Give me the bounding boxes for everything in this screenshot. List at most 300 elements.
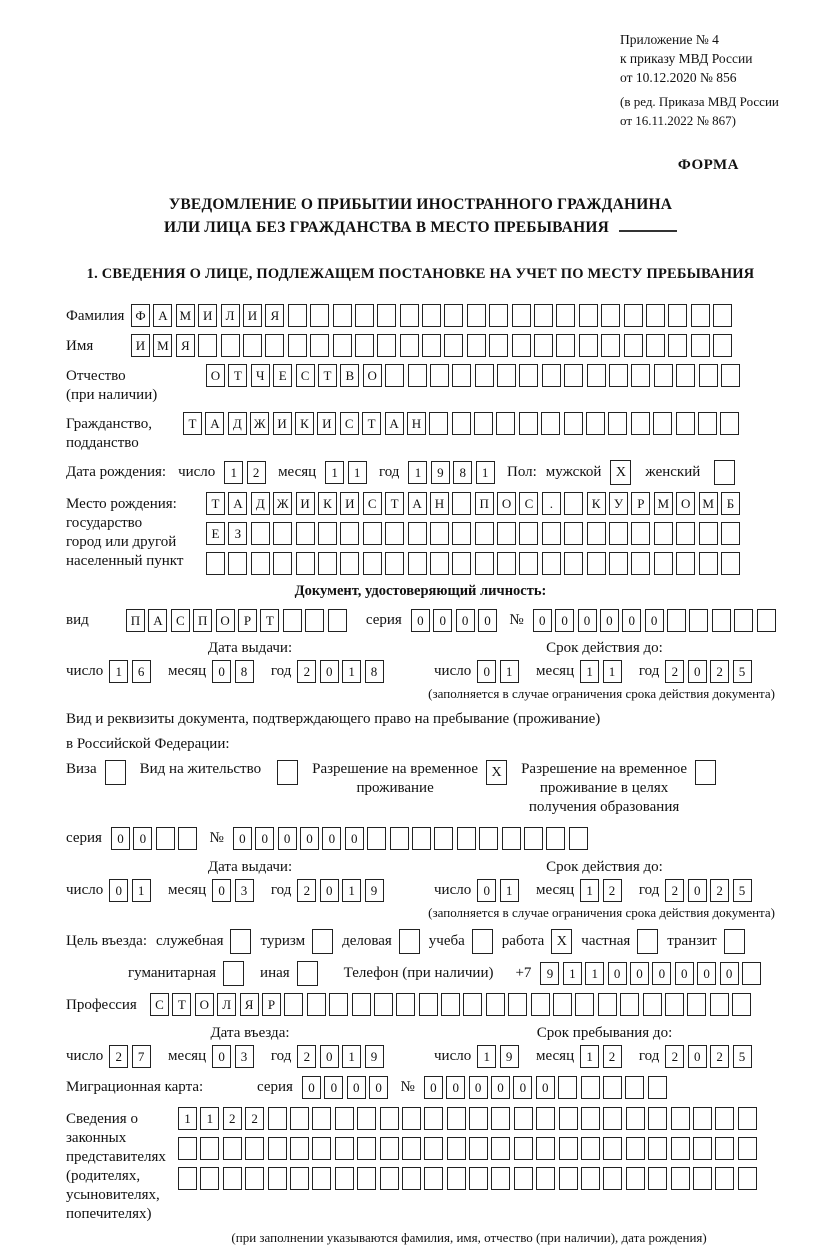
- char-cell[interactable]: [284, 993, 303, 1016]
- char-cell[interactable]: [693, 1107, 712, 1130]
- char-cell[interactable]: А: [385, 412, 404, 435]
- char-cell[interactable]: [575, 993, 594, 1016]
- char-cell[interactable]: 1: [224, 461, 243, 484]
- char-cell[interactable]: 0: [320, 660, 339, 683]
- char-cell[interactable]: 0: [212, 879, 231, 902]
- char-cell[interactable]: [475, 364, 494, 387]
- char-cell[interactable]: [514, 1167, 533, 1190]
- char-cell[interactable]: [556, 334, 575, 357]
- char-cell[interactable]: [223, 1167, 242, 1190]
- char-cell[interactable]: [310, 304, 329, 327]
- char-cell[interactable]: 0: [133, 827, 152, 850]
- char-cell[interactable]: 2: [710, 660, 729, 683]
- char-cell[interactable]: [524, 827, 543, 850]
- char-cell[interactable]: [430, 522, 449, 545]
- char-cell[interactable]: [467, 334, 486, 357]
- char-cell[interactable]: [671, 1137, 690, 1160]
- char-cell[interactable]: [519, 552, 538, 575]
- char-cell[interactable]: Т: [183, 412, 202, 435]
- char-cell[interactable]: 1: [500, 879, 519, 902]
- char-cell[interactable]: [296, 522, 315, 545]
- char-cell[interactable]: [519, 522, 538, 545]
- char-cell[interactable]: 0: [212, 660, 231, 683]
- char-cell[interactable]: 2: [603, 1045, 622, 1068]
- char-cell[interactable]: [340, 552, 359, 575]
- char-cell[interactable]: 0: [320, 879, 339, 902]
- purpose-commercial-checkbox[interactable]: [399, 929, 420, 954]
- char-cell[interactable]: 0: [233, 827, 252, 850]
- char-cell[interactable]: [603, 1076, 622, 1099]
- char-cell[interactable]: [587, 552, 606, 575]
- char-cell[interactable]: С: [363, 492, 382, 515]
- char-cell[interactable]: 1: [500, 660, 519, 683]
- char-cell[interactable]: [221, 334, 240, 357]
- char-cell[interactable]: [408, 552, 427, 575]
- char-cell[interactable]: [251, 522, 270, 545]
- char-cell[interactable]: [245, 1137, 264, 1160]
- rvp-checkbox[interactable]: X: [486, 760, 507, 785]
- char-cell[interactable]: [268, 1107, 287, 1130]
- char-cell[interactable]: [288, 304, 307, 327]
- char-cell[interactable]: Б: [721, 492, 740, 515]
- char-cell[interactable]: [290, 1167, 309, 1190]
- char-cell[interactable]: [422, 334, 441, 357]
- char-cell[interactable]: 2: [297, 660, 316, 683]
- char-cell[interactable]: [643, 993, 662, 1016]
- char-cell[interactable]: [693, 1167, 712, 1190]
- char-cell[interactable]: [452, 522, 471, 545]
- char-cell[interactable]: [380, 1137, 399, 1160]
- char-cell[interactable]: [457, 827, 476, 850]
- char-cell[interactable]: Т: [172, 993, 191, 1016]
- char-cell[interactable]: А: [148, 609, 167, 632]
- char-cell[interactable]: [742, 962, 761, 985]
- char-cell[interactable]: [598, 993, 617, 1016]
- char-cell[interactable]: [715, 1107, 734, 1130]
- char-cell[interactable]: 0: [688, 1045, 707, 1068]
- char-cell[interactable]: [671, 1107, 690, 1130]
- char-cell[interactable]: [648, 1076, 667, 1099]
- char-cell[interactable]: [268, 1137, 287, 1160]
- char-cell[interactable]: [648, 1167, 667, 1190]
- char-cell[interactable]: [475, 552, 494, 575]
- char-cell[interactable]: [721, 552, 740, 575]
- char-cell[interactable]: 8: [365, 660, 384, 683]
- char-cell[interactable]: 0: [645, 609, 664, 632]
- char-cell[interactable]: [699, 364, 718, 387]
- char-cell[interactable]: [734, 609, 753, 632]
- char-cell[interactable]: И: [198, 304, 217, 327]
- char-cell[interactable]: И: [317, 412, 336, 435]
- char-cell[interactable]: [444, 304, 463, 327]
- char-cell[interactable]: [429, 412, 448, 435]
- char-cell[interactable]: [710, 993, 729, 1016]
- char-cell[interactable]: [558, 1076, 577, 1099]
- char-cell[interactable]: [569, 827, 588, 850]
- char-cell[interactable]: [508, 993, 527, 1016]
- char-cell[interactable]: 0: [688, 879, 707, 902]
- char-cell[interactable]: 1: [476, 461, 495, 484]
- char-cell[interactable]: [312, 1167, 331, 1190]
- char-cell[interactable]: [693, 1137, 712, 1160]
- char-cell[interactable]: [626, 1137, 645, 1160]
- char-cell[interactable]: [721, 364, 740, 387]
- char-cell[interactable]: 0: [302, 1076, 321, 1099]
- char-cell[interactable]: [352, 993, 371, 1016]
- purpose-work-checkbox[interactable]: X: [551, 929, 572, 954]
- char-cell[interactable]: [631, 522, 650, 545]
- char-cell[interactable]: [357, 1167, 376, 1190]
- char-cell[interactable]: [676, 364, 695, 387]
- char-cell[interactable]: [265, 334, 284, 357]
- char-cell[interactable]: [609, 552, 628, 575]
- char-cell[interactable]: [564, 552, 583, 575]
- char-cell[interactable]: 0: [600, 609, 619, 632]
- purpose-business-checkbox[interactable]: [230, 929, 251, 954]
- char-cell[interactable]: [296, 552, 315, 575]
- char-cell[interactable]: 0: [697, 962, 716, 985]
- rvp-edu-checkbox[interactable]: [695, 760, 716, 785]
- char-cell[interactable]: 0: [688, 660, 707, 683]
- char-cell[interactable]: [475, 522, 494, 545]
- char-cell[interactable]: [497, 522, 516, 545]
- char-cell[interactable]: [441, 993, 460, 1016]
- char-cell[interactable]: И: [273, 412, 292, 435]
- char-cell[interactable]: [497, 364, 516, 387]
- char-cell[interactable]: [380, 1167, 399, 1190]
- char-cell[interactable]: [434, 827, 453, 850]
- char-cell[interactable]: [715, 1167, 734, 1190]
- residence-permit-checkbox[interactable]: [277, 760, 298, 785]
- char-cell[interactable]: [601, 304, 620, 327]
- char-cell[interactable]: А: [228, 492, 247, 515]
- char-cell[interactable]: 9: [365, 879, 384, 902]
- char-cell[interactable]: [624, 304, 643, 327]
- char-cell[interactable]: [579, 334, 598, 357]
- char-cell[interactable]: 2: [297, 879, 316, 902]
- char-cell[interactable]: 0: [446, 1076, 465, 1099]
- purpose-transit-checkbox[interactable]: [724, 929, 745, 954]
- char-cell[interactable]: [556, 304, 575, 327]
- purpose-private-checkbox[interactable]: [637, 929, 658, 954]
- char-cell[interactable]: П: [475, 492, 494, 515]
- char-cell[interactable]: 8: [453, 461, 472, 484]
- char-cell[interactable]: Р: [262, 993, 281, 1016]
- char-cell[interactable]: [689, 609, 708, 632]
- purpose-humanitarian-checkbox[interactable]: [223, 961, 244, 986]
- char-cell[interactable]: [713, 334, 732, 357]
- sex-male-checkbox[interactable]: X: [610, 460, 631, 485]
- char-cell[interactable]: [400, 334, 419, 357]
- char-cell[interactable]: [206, 552, 225, 575]
- char-cell[interactable]: [564, 522, 583, 545]
- char-cell[interactable]: [390, 827, 409, 850]
- char-cell[interactable]: О: [216, 609, 235, 632]
- char-cell[interactable]: [178, 1167, 197, 1190]
- char-cell[interactable]: [486, 993, 505, 1016]
- char-cell[interactable]: 0: [111, 827, 130, 850]
- char-cell[interactable]: [424, 1107, 443, 1130]
- char-cell[interactable]: [463, 993, 482, 1016]
- char-cell[interactable]: 0: [424, 1076, 443, 1099]
- char-cell[interactable]: И: [340, 492, 359, 515]
- char-cell[interactable]: 0: [555, 609, 574, 632]
- char-cell[interactable]: О: [206, 364, 225, 387]
- char-cell[interactable]: 0: [369, 1076, 388, 1099]
- purpose-tourism-checkbox[interactable]: [312, 929, 333, 954]
- char-cell[interactable]: [581, 1076, 600, 1099]
- char-cell[interactable]: [467, 304, 486, 327]
- char-cell[interactable]: [542, 364, 561, 387]
- char-cell[interactable]: 1: [580, 660, 599, 683]
- char-cell[interactable]: [546, 827, 565, 850]
- char-cell[interactable]: [307, 993, 326, 1016]
- char-cell[interactable]: [328, 609, 347, 632]
- char-cell[interactable]: Л: [217, 993, 236, 1016]
- char-cell[interactable]: 7: [132, 1045, 151, 1068]
- char-cell[interactable]: 0: [478, 609, 497, 632]
- char-cell[interactable]: [579, 304, 598, 327]
- char-cell[interactable]: 1: [408, 461, 427, 484]
- char-cell[interactable]: 0: [477, 879, 496, 902]
- char-cell[interactable]: [654, 552, 673, 575]
- char-cell[interactable]: [469, 1107, 488, 1130]
- char-cell[interactable]: [626, 1167, 645, 1190]
- char-cell[interactable]: И: [296, 492, 315, 515]
- char-cell[interactable]: [720, 412, 739, 435]
- char-cell[interactable]: [496, 412, 515, 435]
- char-cell[interactable]: 0: [578, 609, 597, 632]
- char-cell[interactable]: 3: [235, 879, 254, 902]
- char-cell[interactable]: [251, 552, 270, 575]
- char-cell[interactable]: [668, 334, 687, 357]
- char-cell[interactable]: [609, 364, 628, 387]
- char-cell[interactable]: [357, 1137, 376, 1160]
- char-cell[interactable]: [340, 522, 359, 545]
- char-cell[interactable]: 2: [665, 1045, 684, 1068]
- char-cell[interactable]: 0: [433, 609, 452, 632]
- char-cell[interactable]: Ч: [251, 364, 270, 387]
- char-cell[interactable]: [178, 1137, 197, 1160]
- char-cell[interactable]: 5: [733, 660, 752, 683]
- char-cell[interactable]: О: [195, 993, 214, 1016]
- char-cell[interactable]: У: [609, 492, 628, 515]
- char-cell[interactable]: [564, 364, 583, 387]
- char-cell[interactable]: [402, 1167, 421, 1190]
- char-cell[interactable]: [377, 334, 396, 357]
- char-cell[interactable]: 1: [342, 1045, 361, 1068]
- char-cell[interactable]: [268, 1167, 287, 1190]
- purpose-other-checkbox[interactable]: [297, 961, 318, 986]
- char-cell[interactable]: М: [699, 492, 718, 515]
- char-cell[interactable]: [444, 334, 463, 357]
- char-cell[interactable]: А: [153, 304, 172, 327]
- char-cell[interactable]: [534, 334, 553, 357]
- char-cell[interactable]: [502, 827, 521, 850]
- char-cell[interactable]: 8: [235, 660, 254, 683]
- char-cell[interactable]: [367, 827, 386, 850]
- char-cell[interactable]: В: [340, 364, 359, 387]
- char-cell[interactable]: Я: [240, 993, 259, 1016]
- char-cell[interactable]: [698, 412, 717, 435]
- char-cell[interactable]: Л: [221, 304, 240, 327]
- char-cell[interactable]: И: [131, 334, 150, 357]
- char-cell[interactable]: Т: [362, 412, 381, 435]
- char-cell[interactable]: 3: [235, 1045, 254, 1068]
- char-cell[interactable]: 1: [109, 660, 128, 683]
- char-cell[interactable]: [738, 1167, 757, 1190]
- char-cell[interactable]: [419, 993, 438, 1016]
- char-cell[interactable]: [288, 334, 307, 357]
- char-cell[interactable]: [424, 1167, 443, 1190]
- char-cell[interactable]: [318, 552, 337, 575]
- char-cell[interactable]: 0: [345, 827, 364, 850]
- char-cell[interactable]: О: [497, 492, 516, 515]
- char-cell[interactable]: [447, 1137, 466, 1160]
- char-cell[interactable]: 0: [322, 827, 341, 850]
- char-cell[interactable]: [676, 412, 695, 435]
- char-cell[interactable]: [608, 412, 627, 435]
- char-cell[interactable]: [625, 1076, 644, 1099]
- char-cell[interactable]: 0: [300, 827, 319, 850]
- char-cell[interactable]: [536, 1167, 555, 1190]
- char-cell[interactable]: [497, 552, 516, 575]
- char-cell[interactable]: [491, 1167, 510, 1190]
- char-cell[interactable]: [402, 1107, 421, 1130]
- char-cell[interactable]: С: [296, 364, 315, 387]
- char-cell[interactable]: Я: [176, 334, 195, 357]
- char-cell[interactable]: Р: [631, 492, 650, 515]
- char-cell[interactable]: Т: [385, 492, 404, 515]
- char-cell[interactable]: 1: [563, 962, 582, 985]
- char-cell[interactable]: [531, 993, 550, 1016]
- char-cell[interactable]: 2: [223, 1107, 242, 1130]
- char-cell[interactable]: 2: [297, 1045, 316, 1068]
- char-cell[interactable]: 0: [456, 609, 475, 632]
- char-cell[interactable]: [648, 1137, 667, 1160]
- char-cell[interactable]: [452, 552, 471, 575]
- char-cell[interactable]: [335, 1107, 354, 1130]
- char-cell[interactable]: [671, 1167, 690, 1190]
- char-cell[interactable]: [479, 827, 498, 850]
- char-cell[interactable]: Д: [228, 412, 247, 435]
- char-cell[interactable]: П: [193, 609, 212, 632]
- char-cell[interactable]: Р: [238, 609, 257, 632]
- char-cell[interactable]: [665, 993, 684, 1016]
- char-cell[interactable]: [374, 993, 393, 1016]
- char-cell[interactable]: [541, 412, 560, 435]
- char-cell[interactable]: М: [153, 334, 172, 357]
- char-cell[interactable]: [447, 1167, 466, 1190]
- char-cell[interactable]: [228, 552, 247, 575]
- char-cell[interactable]: [712, 609, 731, 632]
- char-cell[interactable]: 1: [342, 879, 361, 902]
- char-cell[interactable]: [631, 364, 650, 387]
- sex-female-checkbox[interactable]: [714, 460, 735, 485]
- char-cell[interactable]: [335, 1137, 354, 1160]
- char-cell[interactable]: [402, 1137, 421, 1160]
- visa-checkbox[interactable]: [105, 760, 126, 785]
- char-cell[interactable]: Ж: [273, 492, 292, 515]
- char-cell[interactable]: [559, 1167, 578, 1190]
- char-cell[interactable]: [646, 334, 665, 357]
- char-cell[interactable]: [626, 1107, 645, 1130]
- char-cell[interactable]: [312, 1107, 331, 1130]
- char-cell[interactable]: [603, 1167, 622, 1190]
- char-cell[interactable]: 0: [533, 609, 552, 632]
- char-cell[interactable]: 1: [132, 879, 151, 902]
- char-cell[interactable]: 0: [320, 1045, 339, 1068]
- char-cell[interactable]: 0: [347, 1076, 366, 1099]
- char-cell[interactable]: [587, 522, 606, 545]
- char-cell[interactable]: Т: [260, 609, 279, 632]
- char-cell[interactable]: 6: [132, 660, 151, 683]
- char-cell[interactable]: [699, 552, 718, 575]
- char-cell[interactable]: [553, 993, 572, 1016]
- char-cell[interactable]: К: [318, 492, 337, 515]
- char-cell[interactable]: С: [150, 993, 169, 1016]
- char-cell[interactable]: [408, 364, 427, 387]
- char-cell[interactable]: [586, 412, 605, 435]
- char-cell[interactable]: [355, 304, 374, 327]
- char-cell[interactable]: 2: [710, 1045, 729, 1068]
- char-cell[interactable]: 1: [348, 461, 367, 484]
- char-cell[interactable]: С: [171, 609, 190, 632]
- char-cell[interactable]: [631, 552, 650, 575]
- char-cell[interactable]: К: [587, 492, 606, 515]
- char-cell[interactable]: [691, 334, 710, 357]
- char-cell[interactable]: 1: [580, 1045, 599, 1068]
- char-cell[interactable]: 1: [342, 660, 361, 683]
- char-cell[interactable]: [335, 1167, 354, 1190]
- char-cell[interactable]: [412, 827, 431, 850]
- char-cell[interactable]: [424, 1137, 443, 1160]
- char-cell[interactable]: [514, 1137, 533, 1160]
- char-cell[interactable]: [363, 552, 382, 575]
- char-cell[interactable]: Д: [251, 492, 270, 515]
- char-cell[interactable]: [631, 412, 650, 435]
- char-cell[interactable]: [385, 522, 404, 545]
- char-cell[interactable]: [318, 522, 337, 545]
- char-cell[interactable]: С: [340, 412, 359, 435]
- char-cell[interactable]: 1: [580, 879, 599, 902]
- char-cell[interactable]: [200, 1137, 219, 1160]
- char-cell[interactable]: [676, 552, 695, 575]
- char-cell[interactable]: 0: [109, 879, 128, 902]
- char-cell[interactable]: 1: [178, 1107, 197, 1130]
- char-cell[interactable]: [609, 522, 628, 545]
- char-cell[interactable]: [422, 304, 441, 327]
- char-cell[interactable]: [474, 412, 493, 435]
- char-cell[interactable]: [691, 304, 710, 327]
- char-cell[interactable]: [430, 552, 449, 575]
- char-cell[interactable]: [581, 1137, 600, 1160]
- char-cell[interactable]: Т: [318, 364, 337, 387]
- char-cell[interactable]: 0: [411, 609, 430, 632]
- char-cell[interactable]: [396, 993, 415, 1016]
- char-cell[interactable]: 0: [477, 660, 496, 683]
- char-cell[interactable]: [648, 1107, 667, 1130]
- char-cell[interactable]: [514, 1107, 533, 1130]
- char-cell[interactable]: [452, 412, 471, 435]
- char-cell[interactable]: А: [408, 492, 427, 515]
- char-cell[interactable]: 1: [477, 1045, 496, 1068]
- purpose-study-checkbox[interactable]: [472, 929, 493, 954]
- char-cell[interactable]: 0: [513, 1076, 532, 1099]
- char-cell[interactable]: 5: [733, 879, 752, 902]
- char-cell[interactable]: [646, 304, 665, 327]
- char-cell[interactable]: 0: [720, 962, 739, 985]
